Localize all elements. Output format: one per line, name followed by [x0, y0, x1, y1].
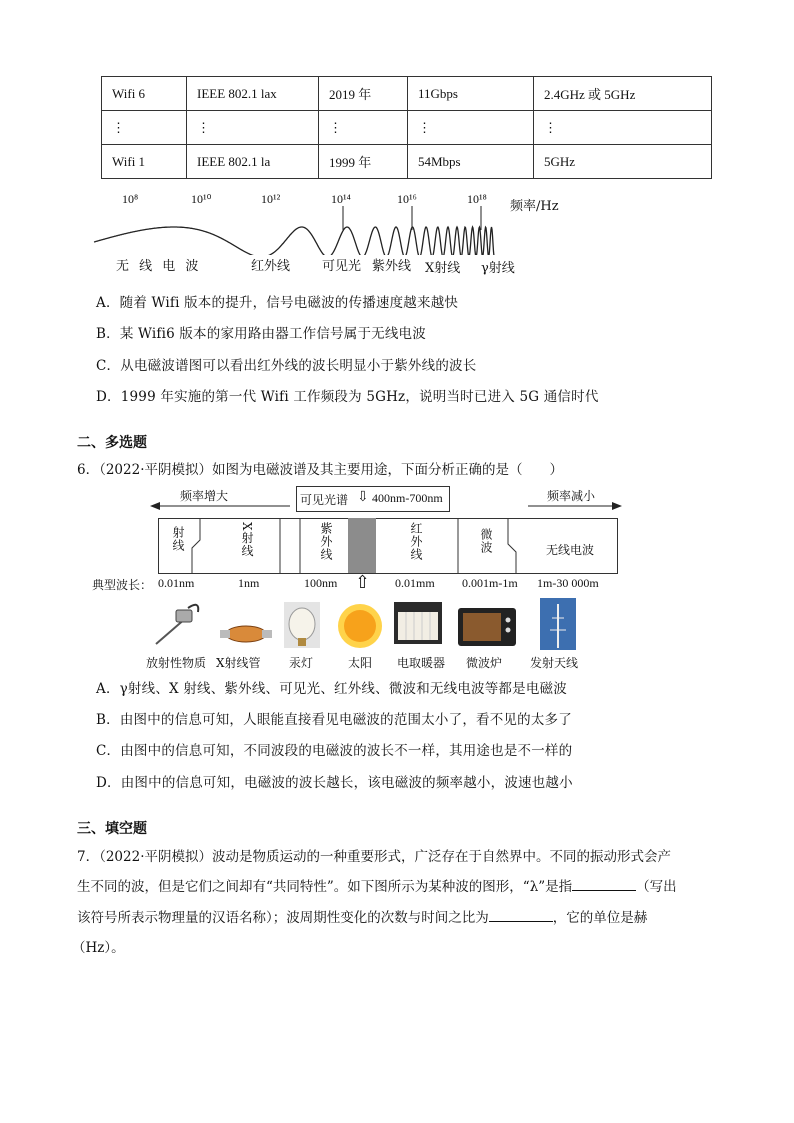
- table-cell: ⋮: [534, 111, 712, 145]
- option-d: D．由图中的信息可知，电磁波的波长越长，该电磁波的频率越小，波速也越小: [96, 775, 573, 791]
- option-a: A．γ射线、X 射线、紫外线、可见光、红外线、微波和无线电波等都是电磁波: [96, 681, 567, 697]
- freq-increase-label: 频率增大: [180, 489, 229, 503]
- band-label: X射线: [425, 261, 461, 276]
- microwave-oven-icon: [458, 608, 516, 646]
- table-row: [102, 77, 712, 111]
- device-label: 汞灯: [289, 656, 314, 670]
- option-a: A．随着 Wifi 版本的提升，信号电磁波的传播速度越来越快: [96, 295, 459, 311]
- sun-icon: [338, 604, 382, 648]
- option-b: B．由图中的信息可知，人眼能直接看见电磁波的范围太小了，看不见的太多了: [96, 712, 572, 728]
- freq-decrease-label: 频率减小: [547, 489, 596, 503]
- table-cell: 1999 年: [319, 145, 408, 179]
- freq-label: 10¹⁰: [191, 192, 212, 206]
- table-cell: ⋮: [319, 111, 408, 145]
- freq-label: 10¹²: [261, 192, 281, 206]
- band-uv: 紫外线: [319, 522, 333, 561]
- table-cell: ⋮: [102, 111, 187, 145]
- device-label: 放射性物质: [146, 656, 207, 670]
- mercury-lamp-icon: [284, 602, 320, 648]
- option-b: B．某 Wifi6 版本的家用路由器工作信号属于无线电波: [96, 326, 426, 342]
- table-cell: 2019 年: [319, 77, 408, 111]
- device-label: 微波炉: [466, 656, 503, 670]
- freq-label: 10¹⁴: [331, 192, 351, 206]
- answer-blank[interactable]: [572, 878, 636, 891]
- down-arrow-icon: ⇩: [357, 489, 369, 505]
- section-heading: 三、填空题: [77, 821, 147, 837]
- table-cell: 54Mbps: [408, 145, 534, 179]
- question-stem: 6．（2022·平阴模拟）如图为电磁波谱及其主要用途，下面分析正确的是（ ）: [77, 462, 563, 478]
- freq-label: 10⁸: [122, 192, 139, 206]
- wifi-table: [101, 76, 712, 179]
- wavelength-title: 典型波长：: [92, 578, 153, 592]
- wavelength-label: 0.01nm: [158, 576, 195, 590]
- band-ir: 红外线: [409, 522, 423, 561]
- option-c: C．由图中的信息可知，不同波段的电磁波的波长不一样，其用途也是不一样的: [96, 743, 573, 759]
- wavelength-label: 0.001m-1m: [462, 576, 518, 590]
- electric-heater-icon: [394, 602, 442, 644]
- wavelength-label: 1nm: [238, 576, 260, 590]
- visible-label: 可见光谱: [300, 493, 349, 507]
- visible-range: 400nm-700nm: [372, 491, 443, 505]
- wavelength-label: 1m-30 000m: [537, 576, 599, 590]
- xray-tube-icon: [220, 626, 272, 642]
- band-label: 红外线: [251, 259, 291, 274]
- table-cell: ⋮: [187, 111, 319, 145]
- table-cell: IEEE 802.1 la: [187, 145, 319, 179]
- device-label: X射线管: [216, 656, 261, 670]
- band-label: γ射线: [481, 261, 515, 276]
- device-pictures: [148, 598, 618, 652]
- transmitting-antenna-icon: [540, 598, 576, 650]
- band-gamma: 射线: [171, 526, 185, 552]
- q7-line: 生不同的波，但是它们之间却有“共同特性”。如下图所示为某种波的图形，“λ”是指 （写出: [77, 879, 677, 895]
- device-label: 太阳: [348, 656, 373, 670]
- section-heading: 二、多选题: [77, 435, 147, 451]
- table-cell: IEEE 802.1 lax: [187, 77, 319, 111]
- device-label: 电取暖器: [397, 656, 446, 670]
- freq-label: 10¹⁶: [397, 192, 417, 206]
- option-c: C．从电磁波谱图可以看出红外线的波长明显小于紫外线的波长: [96, 358, 477, 374]
- band-microwave: 微波: [479, 528, 493, 554]
- q7-line: 7．（2022·平阴模拟）波动是物质运动的一种重要形式，广泛存在于自然界中。不同的振动形式会产: [77, 849, 671, 865]
- band-xray: X射线: [240, 522, 254, 558]
- table-cell: 2.4GHz 或 5GHz: [534, 77, 712, 111]
- band-radio: 无线电波: [546, 543, 595, 557]
- band-label: 可见光: [322, 259, 362, 274]
- radioactive-source-icon: [156, 605, 198, 644]
- q7-line: 该符号所表示物理量的汉语名称）；波周期性变化的次数与时间之比为 ，它的单位是赫: [77, 910, 648, 926]
- up-arrow-icon: ⇧: [355, 572, 371, 593]
- table-row: [102, 145, 712, 179]
- answer-blank[interactable]: [489, 909, 553, 922]
- table-cell: 11Gbps: [408, 77, 534, 111]
- table-cell: 5GHz: [534, 145, 712, 179]
- wavelength-label: 100nm: [304, 576, 338, 590]
- table-cell: Wifi 6: [102, 77, 187, 111]
- wave-svg: [90, 200, 500, 255]
- freq-unit: 频率/Hz: [510, 199, 559, 214]
- table-cell: ⋮: [408, 111, 534, 145]
- table-row: [102, 111, 712, 145]
- wavelength-label: 0.01mm: [395, 576, 435, 590]
- option-d: D．1999 年实施的第一代 Wifi 工作频段为 5GHz，说明当时已进入 5G 通信时代: [96, 389, 599, 405]
- band-label: 紫外线: [372, 259, 412, 274]
- device-label: 发射天线: [530, 656, 579, 670]
- table-cell: Wifi 1: [102, 145, 187, 179]
- q7-line: （Hz）。: [72, 940, 125, 956]
- freq-label: 10¹⁸: [467, 192, 487, 206]
- band-label: 无 线 电 波: [116, 259, 202, 274]
